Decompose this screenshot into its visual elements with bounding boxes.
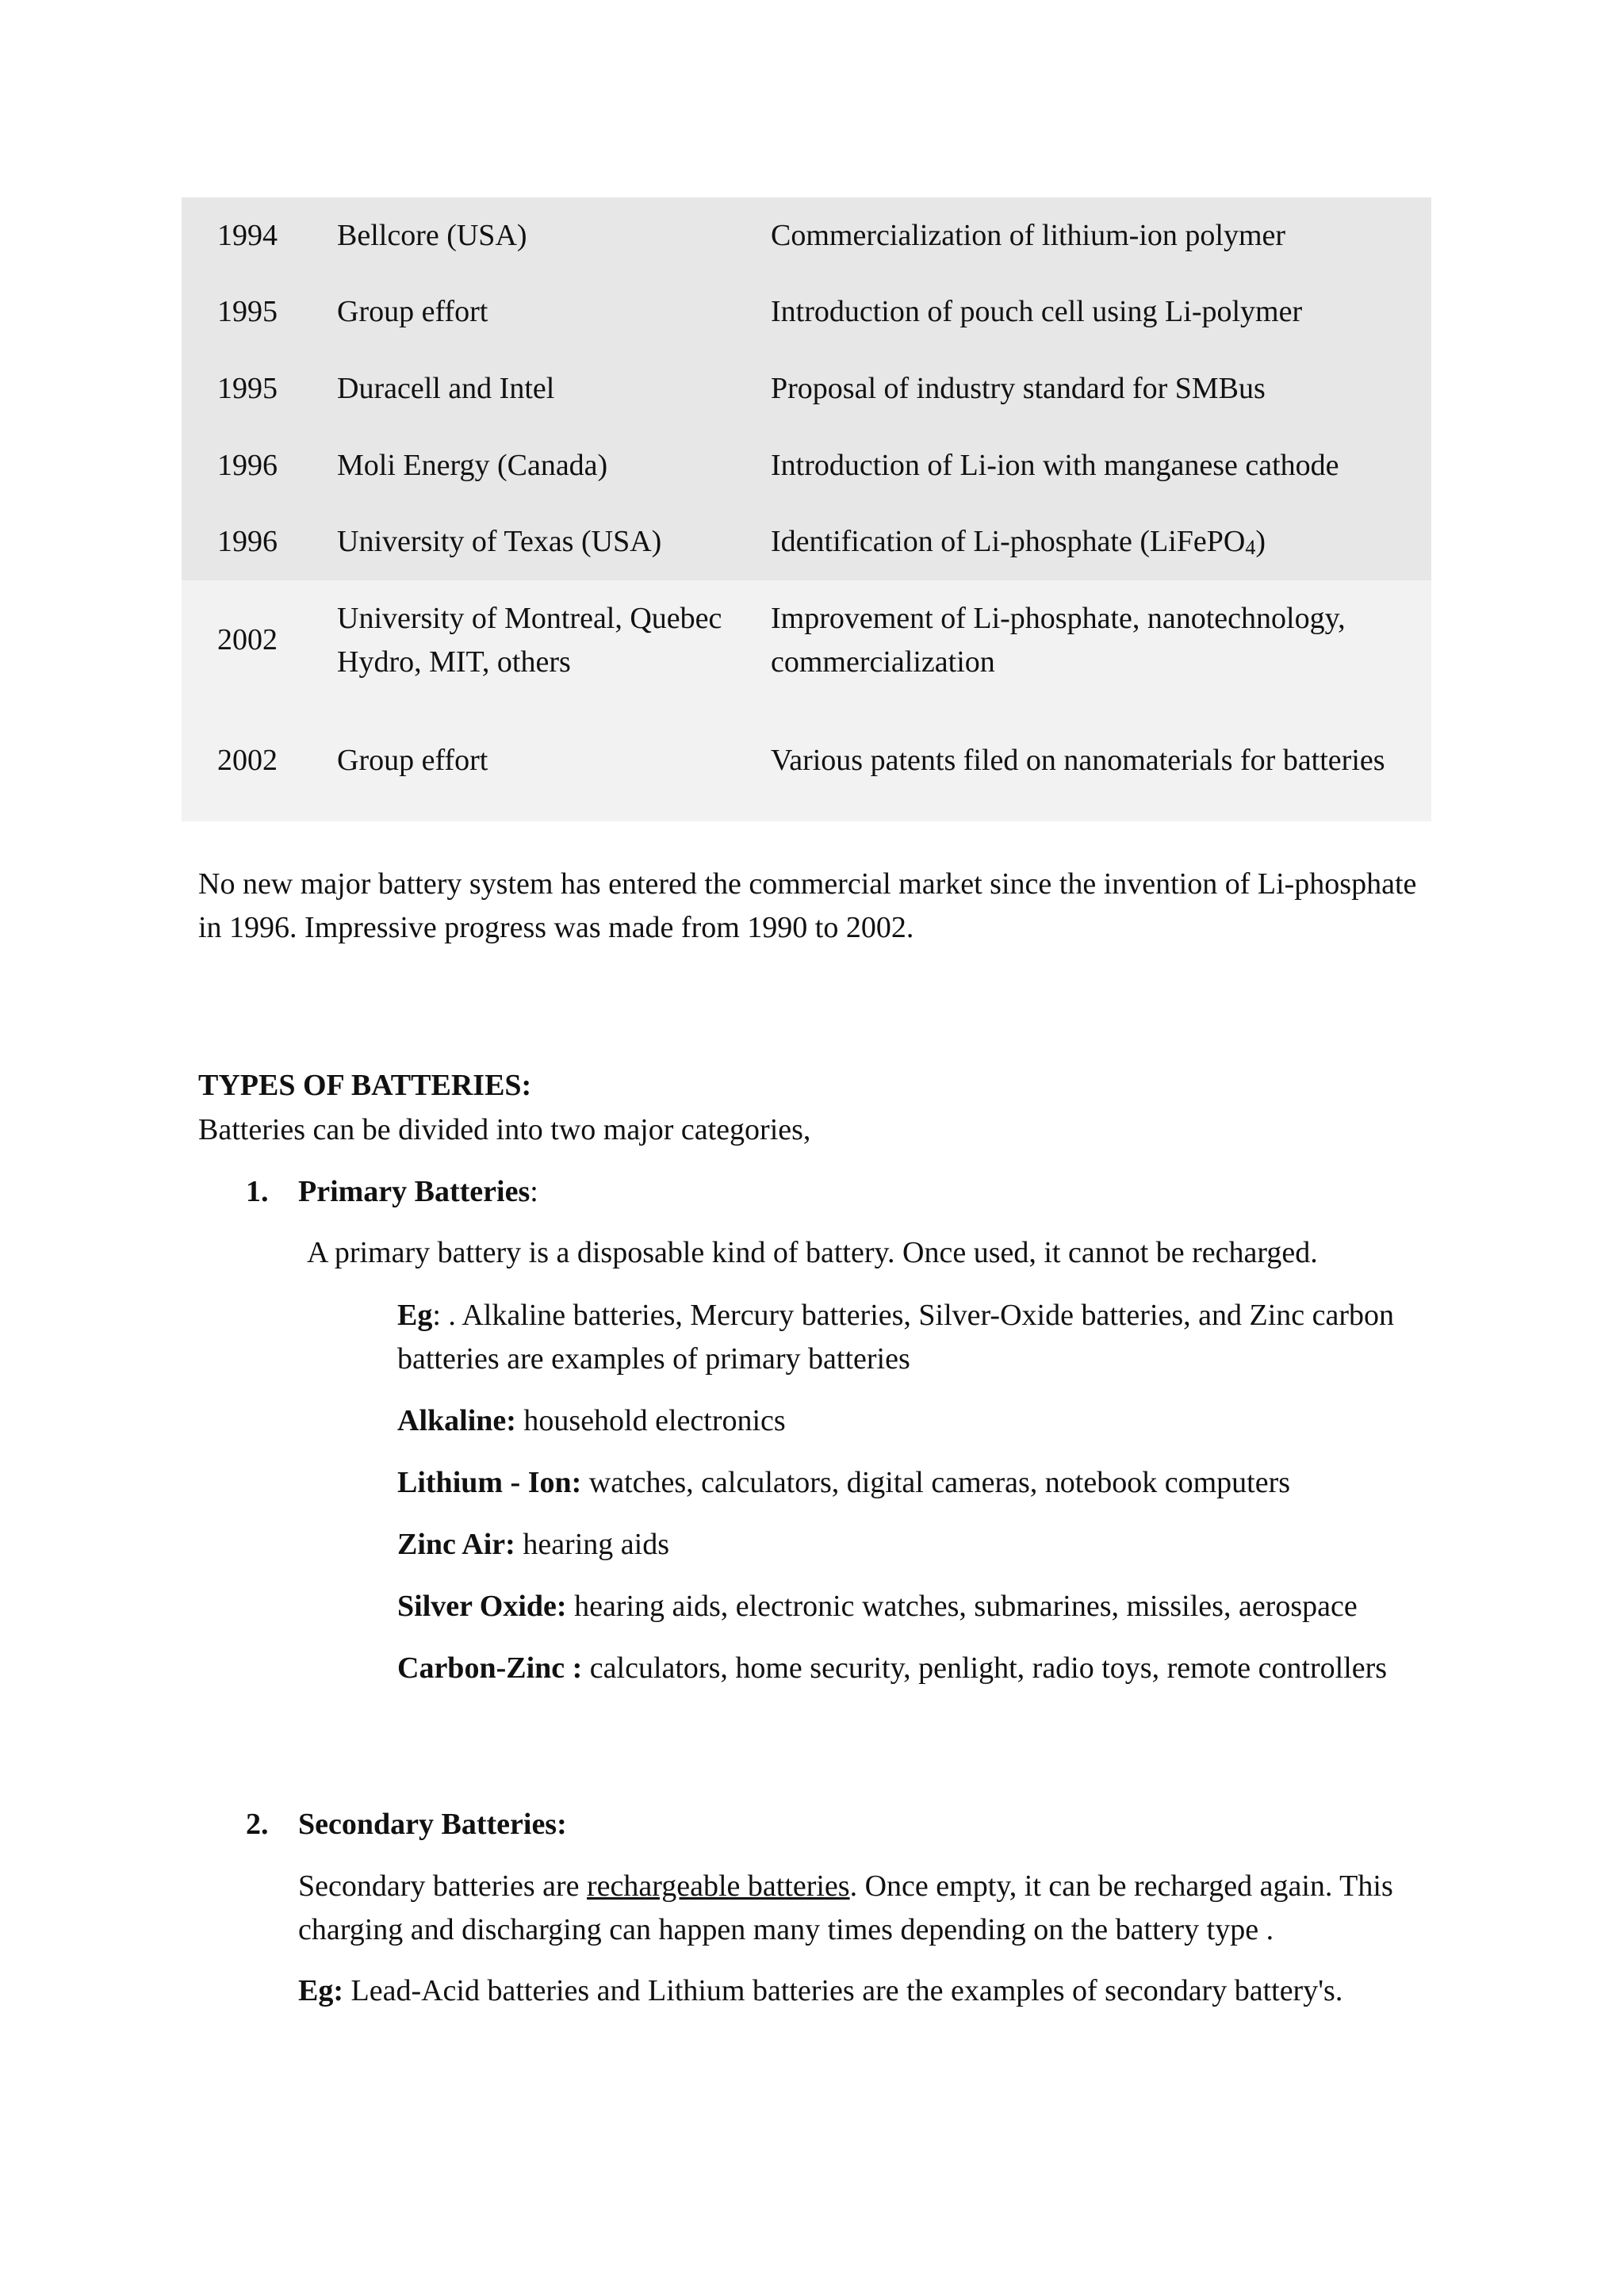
primary-title-colon: : xyxy=(530,1175,538,1208)
subscript-4: 4 xyxy=(1245,536,1256,560)
eg-text: : . Alkaline batteries, Mercury batteries, Silver-Oxide batteries, and Zinc carbon batteries are examples of primary batteries xyxy=(397,1299,1395,1376)
secondary-desc-start: Secondary batteries are xyxy=(298,1869,587,1903)
use-lithium-ion xyxy=(397,1461,1428,1505)
invention-cell: Introduction of Li-ion with manganese cathode xyxy=(771,427,1431,504)
developer-cell: Moli Energy (Canada) xyxy=(337,427,771,504)
use-alkaline xyxy=(397,1399,1428,1443)
use-label: Zinc Air: xyxy=(397,1528,515,1561)
invention-cell: Proposal of industry standard for SMBus xyxy=(771,350,1431,427)
invention-cell xyxy=(771,503,1431,580)
invention-cell: Various patents filed on nanomaterials for batteries xyxy=(771,701,1431,821)
year-cell: 1994 xyxy=(182,197,337,274)
invention-cell: Commercialization of lithium-ion polymer xyxy=(771,197,1431,274)
table-row xyxy=(182,701,1431,821)
year-cell: 1996 xyxy=(182,427,337,504)
use-text: watches, calculators, digital cameras, notebook computers xyxy=(581,1466,1291,1499)
year-cell: 2002 xyxy=(182,580,337,701)
use-carbon-zinc xyxy=(397,1647,1428,1690)
types-heading: TYPES OF BATTERIES: xyxy=(198,1069,532,1102)
secondary-eg xyxy=(298,1969,1408,2013)
list-number-1: 1. xyxy=(246,1175,269,1208)
invention-close: ) xyxy=(1255,525,1266,559)
types-lead: Batteries can be divided into two major categories, xyxy=(198,1113,811,1146)
use-label: Alkaline: xyxy=(397,1404,516,1437)
use-zinc-air xyxy=(397,1523,1428,1567)
developer-cell: Group effort xyxy=(337,701,771,821)
table-row xyxy=(182,274,1431,351)
eg-label: Eg: xyxy=(298,1974,343,2007)
primary-description: A primary battery is a disposable kind of battery. Once used, it cannot be recharged. xyxy=(307,1236,1318,1269)
year-cell: 1996 xyxy=(182,503,337,580)
year-cell: 1995 xyxy=(182,274,337,351)
primary-examples xyxy=(397,1294,1428,1709)
use-text: hearing aids xyxy=(515,1528,669,1561)
developer-cell: University of Montreal, Quebec Hydro, MIT, others xyxy=(337,580,771,701)
use-silver-oxide xyxy=(397,1585,1428,1628)
list-number-2: 2. xyxy=(246,1808,269,1841)
use-label: Lithium - Ion: xyxy=(397,1466,582,1499)
rechargeable-batteries-link[interactable]: rechargeable batteries xyxy=(587,1869,850,1903)
secondary-title: Secondary Batteries: xyxy=(298,1808,567,1841)
developer-cell: Group effort xyxy=(337,274,771,351)
intro-paragraph: No new major battery system has entered the commercial market since the invention of Li-phosphate in 1996. Impressive progress was made from 1990 to 2002. xyxy=(198,867,1417,944)
table-row xyxy=(182,580,1431,701)
use-text: hearing aids, electronic watches, submarines, missiles, aerospace xyxy=(566,1590,1358,1623)
eg-text: Lead-Acid batteries and Lithium batteries are the examples of secondary battery's. xyxy=(343,1974,1343,2007)
developer-cell: Bellcore (USA) xyxy=(337,197,771,274)
secondary-desc-end: . Once empty, it can be recharged again. This charging and discharging can happen many times depending on the battery type . xyxy=(298,1869,1393,1946)
use-text: household electronics xyxy=(515,1404,786,1437)
battery-history-table xyxy=(182,197,1431,821)
eg-label: Eg xyxy=(397,1299,433,1332)
primary-eg xyxy=(397,1294,1428,1381)
invention-cell: Improvement of Li-phosphate, nanotechnology, commercialization xyxy=(771,580,1431,701)
year-cell: 2002 xyxy=(182,701,337,821)
invention-cell: Introduction of pouch cell using Li-polymer xyxy=(771,274,1431,351)
year-cell: 1995 xyxy=(182,350,337,427)
use-label: Silver Oxide: xyxy=(397,1590,567,1623)
developer-cell: University of Texas (USA) xyxy=(337,503,771,580)
primary-title xyxy=(298,1170,538,1214)
table-row xyxy=(182,503,1431,580)
primary-title-text: Primary Batteries xyxy=(298,1175,530,1208)
developer-cell: Duracell and Intel xyxy=(337,350,771,427)
use-label: Carbon-Zinc : xyxy=(397,1651,583,1685)
table-row xyxy=(182,350,1431,427)
secondary-description xyxy=(298,1865,1456,1952)
use-text: calculators, home security, penlight, radio toys, remote controllers xyxy=(582,1651,1388,1685)
table-row xyxy=(182,427,1431,504)
table-row xyxy=(182,197,1431,274)
invention-text: Identification of Li-phosphate (LiFePO xyxy=(771,525,1246,559)
